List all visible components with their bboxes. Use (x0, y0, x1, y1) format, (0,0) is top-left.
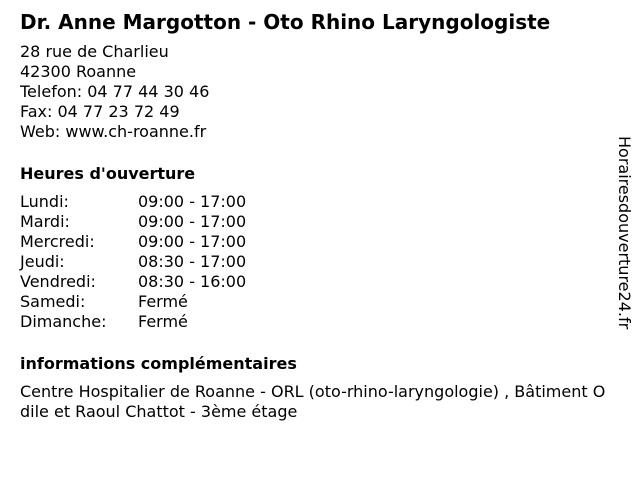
additional-info-heading: informations complémentaires (20, 354, 297, 373)
opening-hours-heading: Heures d'ouverture (20, 164, 196, 183)
hours-day: Dimanche: (20, 312, 107, 331)
hours-day: Lundi: (20, 192, 69, 211)
hours-day: Mercredi: (20, 232, 95, 251)
additional-info-text: Centre Hospitalier de Roanne - ORL (oto-rhino-laryngologie) , Bâtiment Odile et Raoul Chattot - 3ème étage (20, 382, 606, 421)
hours-day: Samedi: (20, 292, 86, 311)
hours-row-thursday (20, 252, 616, 272)
hours-time: 08:30 - 17:00 (138, 252, 247, 271)
fax-number: Fax: 04 77 23 72 49 (20, 102, 180, 121)
hours-row-monday (20, 192, 616, 212)
hours-row-saturday (20, 292, 616, 312)
hours-row-tuesday (20, 212, 616, 232)
hours-time: 09:00 - 17:00 (138, 192, 247, 211)
hours-time: 08:30 - 16:00 (138, 272, 247, 291)
page-title: Dr. Anne Margotton - Oto Rhino Laryngologiste (20, 10, 551, 34)
watermark-text: Horairesdouverture24.fr (615, 136, 634, 330)
hours-day: Mardi: (20, 212, 70, 231)
hours-time: Fermé (138, 292, 188, 311)
hours-time: 09:00 - 17:00 (138, 212, 247, 231)
hours-day: Jeudi: (20, 252, 65, 271)
hours-row-friday (20, 272, 616, 292)
hours-row-wednesday (20, 232, 616, 252)
hours-time: Fermé (138, 312, 188, 331)
website-link[interactable]: Web: www.ch-roanne.fr (20, 122, 207, 141)
practice-card (20, 10, 616, 422)
hours-time: 09:00 - 17:00 (138, 232, 247, 251)
hours-row-sunday (20, 312, 616, 332)
watermark (612, 136, 636, 346)
address-city: 42300 Roanne (20, 62, 137, 81)
address-street: 28 rue de Charlieu (20, 42, 169, 61)
phone-number: Telefon: 04 77 44 30 46 (20, 82, 210, 101)
hours-day: Vendredi: (20, 272, 96, 291)
